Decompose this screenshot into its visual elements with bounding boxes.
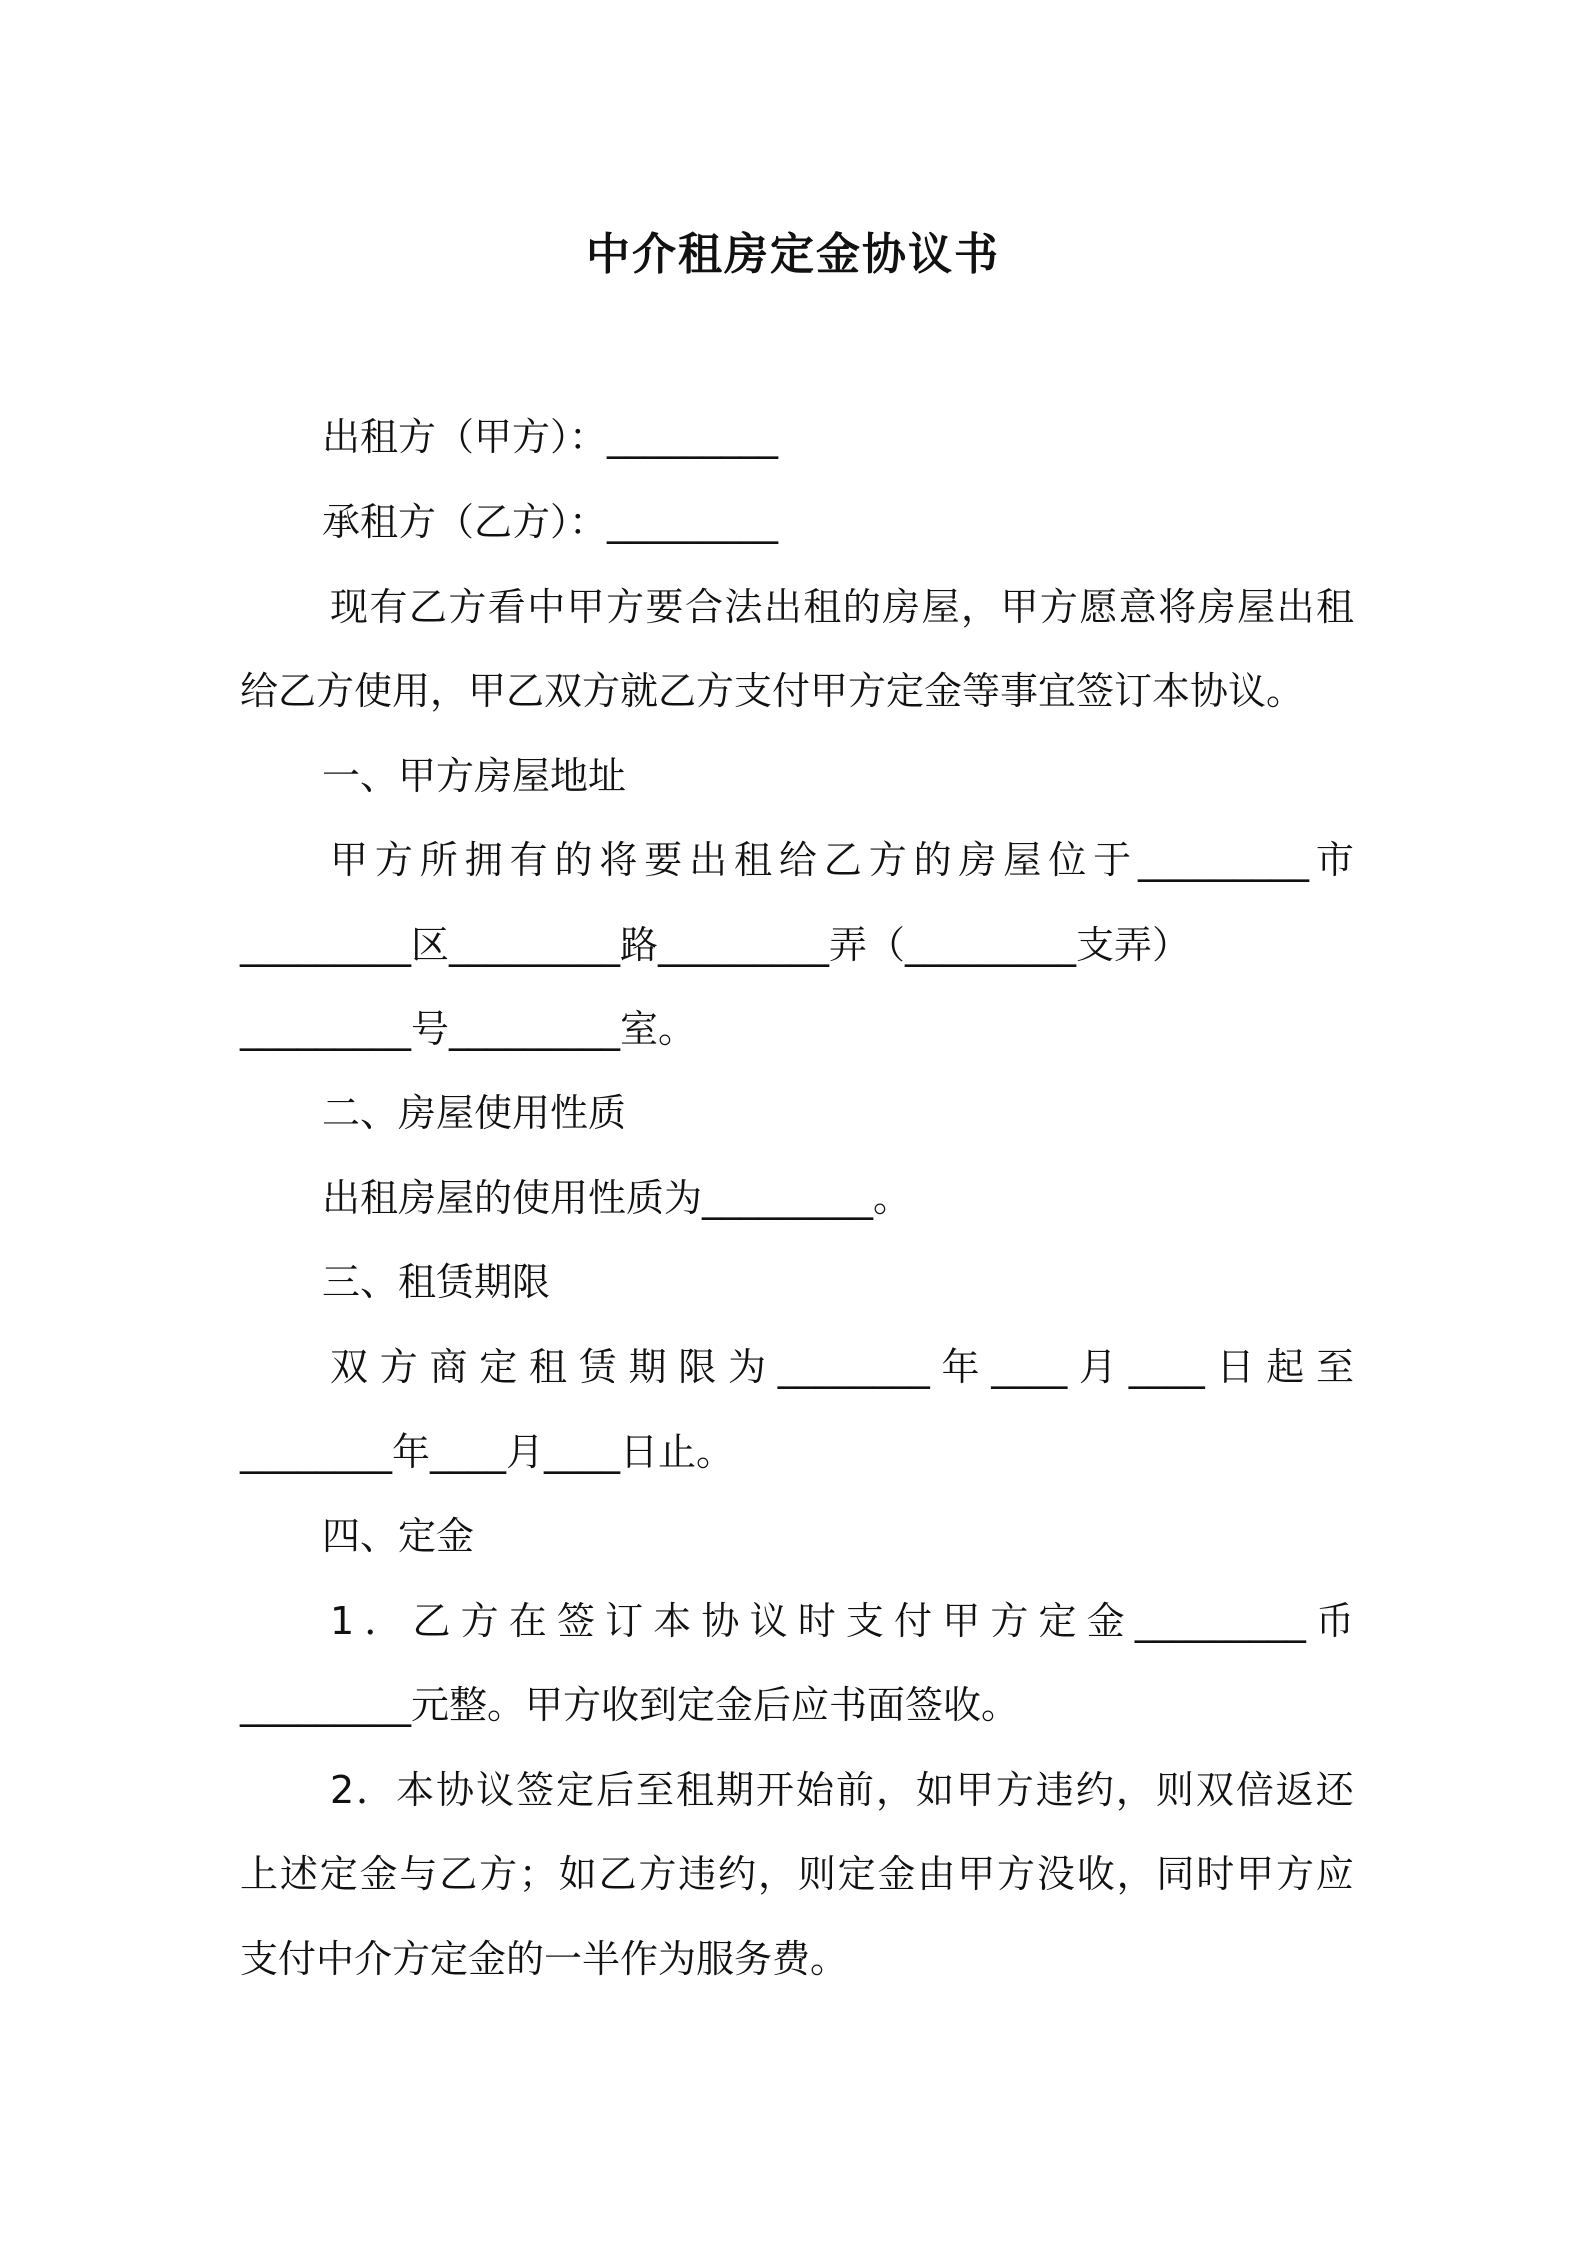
text-glyph: 签 [556, 1599, 595, 1643]
text-glyph: 给 [778, 838, 817, 882]
text-glyph: 如 [915, 1768, 954, 1812]
text-glyph: 的 [842, 585, 881, 629]
text-glyph: 支 [845, 1599, 884, 1643]
document-title: 中介租房定金协议书 [586, 229, 1000, 280]
lessor-line: 出租方（甲方）：_________ [322, 415, 779, 459]
text-glyph: 定 [1038, 1599, 1077, 1643]
deposit-2-line-2 [240, 1849, 1354, 1899]
text-glyph: 为 [728, 1345, 767, 1389]
text-glyph: 市 [1315, 838, 1354, 882]
deposit-1-line-1 [330, 1596, 1354, 1646]
text-glyph: 述 [279, 1852, 318, 1896]
text-glyph: 租 [676, 1768, 715, 1812]
deposit-2-line-3: 支付中介方定金的一半作为服务费。 [240, 1937, 849, 1981]
text-glyph: 上 [240, 1852, 279, 1896]
text-glyph: 约 [1075, 1768, 1114, 1812]
text-glyph: 出 [689, 838, 728, 882]
text-glyph: ． [364, 1599, 403, 1643]
text-glyph: 方 [868, 838, 907, 882]
text-glyph: 于 [1093, 838, 1132, 882]
text-glyph: 金 [1086, 1599, 1125, 1643]
text-glyph: 将 [1158, 585, 1197, 629]
text-glyph: 期 [716, 1768, 755, 1812]
text-glyph: 没 [1036, 1852, 1075, 1896]
text-glyph: 所 [419, 838, 458, 882]
text-glyph: 则 [1155, 1768, 1194, 1812]
text-glyph: 甲 [1000, 585, 1039, 629]
text-glyph: ， [1115, 1768, 1154, 1812]
text-glyph: 屋 [921, 585, 960, 629]
text-glyph: 协 [701, 1599, 740, 1643]
text-glyph: 合 [684, 585, 723, 629]
text-glyph: 房 [958, 838, 997, 882]
text-glyph: 后 [596, 1768, 635, 1812]
text-glyph: 甲 [942, 1599, 981, 1643]
text-glyph: 租 [1315, 585, 1354, 629]
text-glyph: 中 [527, 585, 566, 629]
intro-line-2: 给乙方使用，甲乙双方就乙方支付甲方定金等事宜签订本协议。 [240, 669, 1305, 713]
text-glyph: 甲 [566, 585, 605, 629]
text-glyph: 出 [763, 585, 802, 629]
text-glyph: 出 [1276, 585, 1315, 629]
text-glyph: 乙 [439, 1852, 478, 1896]
lessee-line: 承租方（乙方）：_________ [322, 500, 779, 544]
text-glyph: 租 [529, 1345, 568, 1389]
text-glyph: 同 [1156, 1852, 1195, 1896]
text-glyph: 房 [882, 585, 921, 629]
text-glyph: 甲 [1236, 1852, 1275, 1896]
text-glyph: 至 [1315, 1345, 1354, 1389]
text-glyph: 甲 [955, 1768, 994, 1812]
text-glyph: 期 [628, 1345, 667, 1389]
text-glyph: 起 [1266, 1345, 1305, 1389]
text-glyph: 将 [599, 838, 638, 882]
text-glyph: 乙 [412, 1599, 451, 1643]
text-glyph: 订 [605, 1599, 644, 1643]
text-glyph: 房 [1197, 585, 1236, 629]
text-glyph: ____ [1128, 1345, 1205, 1389]
text-glyph: 金 [359, 1852, 398, 1896]
text-glyph: 违 [1035, 1768, 1074, 1812]
text-glyph: 甲 [957, 1852, 996, 1896]
text-glyph: 违 [678, 1852, 717, 1896]
text-glyph: 日 [1216, 1345, 1255, 1389]
text-glyph: 的 [913, 838, 952, 882]
address-line-2: _________区_________路_________弄（_________支弄） [240, 923, 1191, 967]
text-glyph: 则 [797, 1852, 836, 1896]
text-glyph: 方 [1275, 1852, 1314, 1896]
text-glyph: 议 [749, 1599, 788, 1643]
text-glyph: 前 [835, 1768, 874, 1812]
text-glyph: 有 [369, 585, 408, 629]
text-glyph: 约 [718, 1852, 757, 1896]
text-glyph: 时 [797, 1599, 836, 1643]
text-glyph: 方 [638, 1852, 677, 1896]
text-glyph: 的 [554, 838, 593, 882]
text-glyph: ， [1116, 1852, 1155, 1896]
text-glyph: 签 [516, 1768, 555, 1812]
text-glyph: 定 [837, 1852, 876, 1896]
deposit-1-line-2: _________元整。甲方收到定金后应书面签收。 [240, 1683, 1020, 1727]
address-line-3: _________号_________室。 [240, 1007, 697, 1051]
text-glyph: 返 [1275, 1768, 1314, 1812]
intro-line-1 [330, 582, 1354, 632]
text-glyph: 租 [734, 838, 773, 882]
text-glyph: 协 [436, 1768, 475, 1812]
text-glyph: 1 [330, 1599, 355, 1643]
text-glyph: 看 [487, 585, 526, 629]
text-glyph: ． [356, 1768, 395, 1812]
text-glyph: 拥 [464, 838, 503, 882]
text-glyph: 开 [756, 1768, 795, 1812]
text-glyph: 定 [556, 1768, 595, 1812]
text-glyph: 月 [1078, 1345, 1117, 1389]
text-glyph: 双 [330, 1345, 369, 1389]
text-glyph: 方 [990, 1599, 1029, 1643]
text-glyph: 付 [894, 1599, 933, 1643]
text-glyph: 法 [724, 585, 763, 629]
text-glyph: ____ [991, 1345, 1068, 1389]
text-glyph: 定 [479, 1345, 518, 1389]
text-glyph: 还 [1315, 1768, 1354, 1812]
section-1-heading: 一、甲方房屋地址 [322, 754, 627, 798]
text-glyph: 方 [995, 1768, 1034, 1812]
text-glyph: 议 [476, 1768, 515, 1812]
text-glyph: 方 [374, 838, 413, 882]
text-glyph: 在 [508, 1599, 547, 1643]
text-glyph: 有 [509, 838, 548, 882]
text-glyph: ， [875, 1768, 914, 1812]
text-glyph: 由 [917, 1852, 956, 1896]
text-glyph: 方 [379, 1345, 418, 1389]
text-glyph: 2 [330, 1768, 355, 1812]
text-glyph: 收 [1076, 1852, 1115, 1896]
section-2-heading: 二、房屋使用性质 [322, 1091, 627, 1135]
text-glyph: 屋 [1237, 585, 1276, 629]
text-glyph: 币 [1315, 1599, 1354, 1643]
term-line-1 [330, 1342, 1354, 1392]
text-glyph: 位 [1048, 838, 1087, 882]
text-glyph: 商 [429, 1345, 468, 1389]
text-glyph: 方 [460, 1599, 499, 1643]
text-glyph: _________ [1138, 838, 1310, 882]
section-3-heading: 三、租赁期限 [322, 1260, 551, 1304]
term-line-2: ________年____月____日止。 [240, 1430, 735, 1474]
text-glyph: ； [518, 1852, 557, 1896]
text-glyph: 方 [448, 585, 487, 629]
text-glyph: _________ [1134, 1599, 1306, 1643]
text-glyph: 与 [399, 1852, 438, 1896]
text-glyph: 本 [396, 1768, 435, 1812]
text-glyph: 屋 [1003, 838, 1042, 882]
text-glyph: 倍 [1235, 1768, 1274, 1812]
text-glyph: 赁 [578, 1345, 617, 1389]
text-glyph: 定 [319, 1852, 358, 1896]
text-glyph: 年 [941, 1345, 980, 1389]
text-glyph: ， [961, 585, 1000, 629]
usage-line: 出租房屋的使用性质为_________。 [322, 1176, 912, 1220]
text-glyph: ________ [777, 1345, 930, 1389]
text-glyph: 至 [636, 1768, 675, 1812]
text-glyph: 乙 [408, 585, 447, 629]
text-glyph: ， [757, 1852, 796, 1896]
text-glyph: 金 [877, 1852, 916, 1896]
text-glyph: 限 [678, 1345, 717, 1389]
text-glyph: 双 [1195, 1768, 1234, 1812]
text-glyph: 要 [645, 585, 684, 629]
text-glyph: 时 [1196, 1852, 1235, 1896]
text-glyph: 意 [1118, 585, 1157, 629]
address-line-1 [330, 835, 1354, 885]
text-glyph: 始 [795, 1768, 834, 1812]
text-glyph: 本 [653, 1599, 692, 1643]
text-glyph: 乙 [598, 1852, 637, 1896]
text-glyph: 方 [997, 1852, 1036, 1896]
deposit-2-line-1 [330, 1765, 1354, 1815]
text-glyph: 愿 [1079, 585, 1118, 629]
text-glyph: 要 [644, 838, 683, 882]
text-glyph: 方 [606, 585, 645, 629]
text-glyph: 租 [803, 585, 842, 629]
text-glyph: 应 [1315, 1852, 1354, 1896]
text-glyph: 如 [558, 1852, 597, 1896]
section-4-heading: 四、定金 [322, 1514, 475, 1558]
text-glyph: 方 [1039, 585, 1078, 629]
text-glyph: 乙 [823, 838, 862, 882]
text-glyph: 方 [479, 1852, 518, 1896]
text-glyph: 甲 [330, 838, 369, 882]
text-glyph: 现 [330, 585, 369, 629]
